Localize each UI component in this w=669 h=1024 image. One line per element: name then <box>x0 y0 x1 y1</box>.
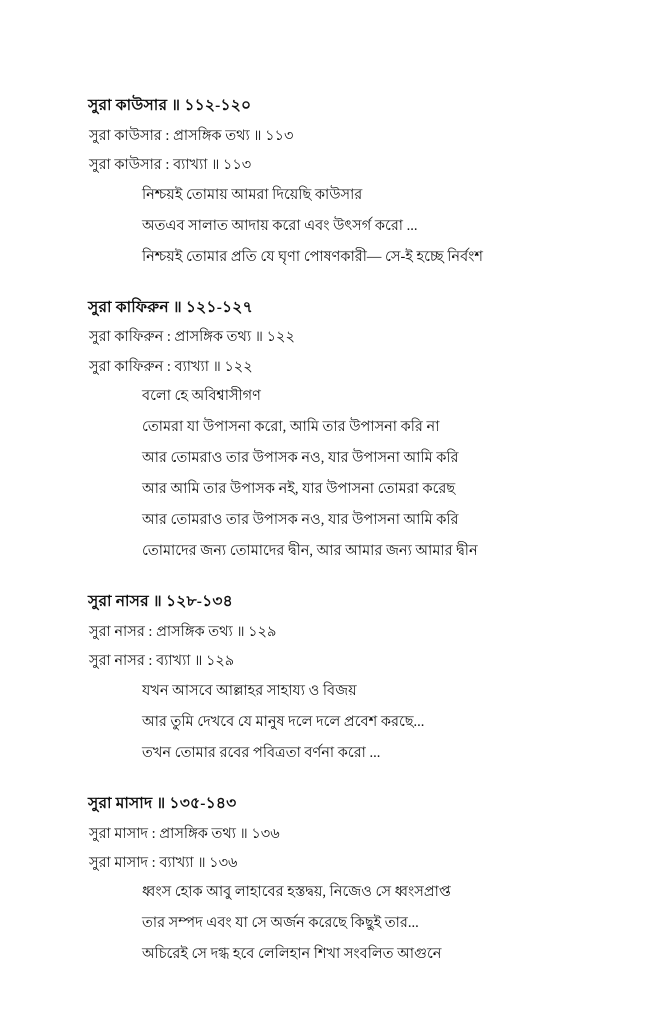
toc-entry: সুরা কাফিরুন : ব্যাখ্যা ॥ ১২২ <box>89 358 253 375</box>
verse-line: বলো হে অবিশ্বাসীগণ <box>142 388 261 405</box>
section-title: সুরা মাসাদ ॥ ১৩৫-১৪৩ <box>88 794 237 812</box>
verse-line: যখন আসবে আল্লাহর সাহায্য ও বিজয় <box>142 682 357 699</box>
toc-entry: সুরা কাফিরুন : প্রাসঙ্গিক তথ্য ॥ ১২২ <box>89 329 295 346</box>
section-title: সুরা নাসর ॥ ১২৮-১৩৪ <box>88 593 233 611</box>
verse-line: ধ্বংস হোক আবু লাহাবের হস্তদ্বয়, নিজেও সে ধ্বংসপ্রাপ্ত <box>142 884 451 901</box>
toc-entry: সুরা মাসাদ : ব্যাখ্যা ॥ ১৩৬ <box>89 854 238 871</box>
verse-line: আর তোমরাও তার উপাসক নও, যার উপাসনা আমি করি <box>142 450 459 467</box>
section-sura-nasr <box>88 592 611 764</box>
toc-entry: সুরা কাউসার : ব্যাখ্যা ॥ ১১৩ <box>89 157 252 174</box>
verse-line: তোমাদের জন্য তোমাদের দ্বীন, আর আমার জন্য আমার দ্বীন <box>142 543 478 560</box>
section-sura-kausar <box>88 96 611 268</box>
toc-entry: সুরা নাসর : ব্যাখ্যা ॥ ১২৯ <box>89 653 235 670</box>
toc-entry: সুরা মাসাদ : প্রাসঙ্গিক তথ্য ॥ ১৩৬ <box>89 825 280 842</box>
verse-line: আর তুমি দেখবে যে মানুষ দলে দলে প্রবেশ করছে... <box>142 713 425 730</box>
toc-entry: সুরা কাউসার : প্রাসঙ্গিক তথ্য ॥ ১১৩ <box>89 127 294 144</box>
section-sura-kafirun <box>88 298 611 563</box>
verse-list <box>88 681 611 764</box>
verse-list <box>88 185 611 268</box>
section-title: সুরা কাউসার ॥ ১১২-১২০ <box>88 97 252 114</box>
verse-line: তোমরা যা উপাসনা করো, আমি তার উপাসনা করি না <box>142 419 440 436</box>
verse-line: নিশ্চয়ই তোমায় আমরা দিয়েছি কাউসার <box>142 186 363 203</box>
verse-line: অচিরেই সে দগ্ধ হবে লেলিহান শিখা সংবলিত আগুনে <box>142 946 442 963</box>
verse-line: আর তোমরাও তার উপাসক নও, যার উপাসনা আমি করি <box>142 512 459 529</box>
verse-line: অতএব সালাত আদায় করো এবং উৎসর্গ করো ... <box>142 217 418 234</box>
verse-line: তার সম্পদ এবং যা সে অর্জন করেছে কিছুই তার... <box>142 915 419 932</box>
toc-entry: সুরা নাসর : প্রাসঙ্গিক তথ্য ॥ ১২৯ <box>89 624 277 641</box>
verse-list <box>88 386 611 562</box>
verse-list <box>88 882 611 965</box>
verse-line: তখন তোমার রবের পবিত্রতা বর্ণনা করো ... <box>142 744 381 761</box>
verse-line: নিশ্চয়ই তোমার প্রতি যে ঘৃণা পোষণকারী— সে-ই হচ্ছে নির্বংশ <box>142 248 483 265</box>
section-title: সুরা কাফিরুন ॥ ১২১-১২৭ <box>88 298 253 316</box>
section-sura-masad <box>88 794 611 966</box>
verse-line: আর আমি তার উপাসক নই, যার উপাসনা তোমরা করেছ <box>142 481 456 498</box>
